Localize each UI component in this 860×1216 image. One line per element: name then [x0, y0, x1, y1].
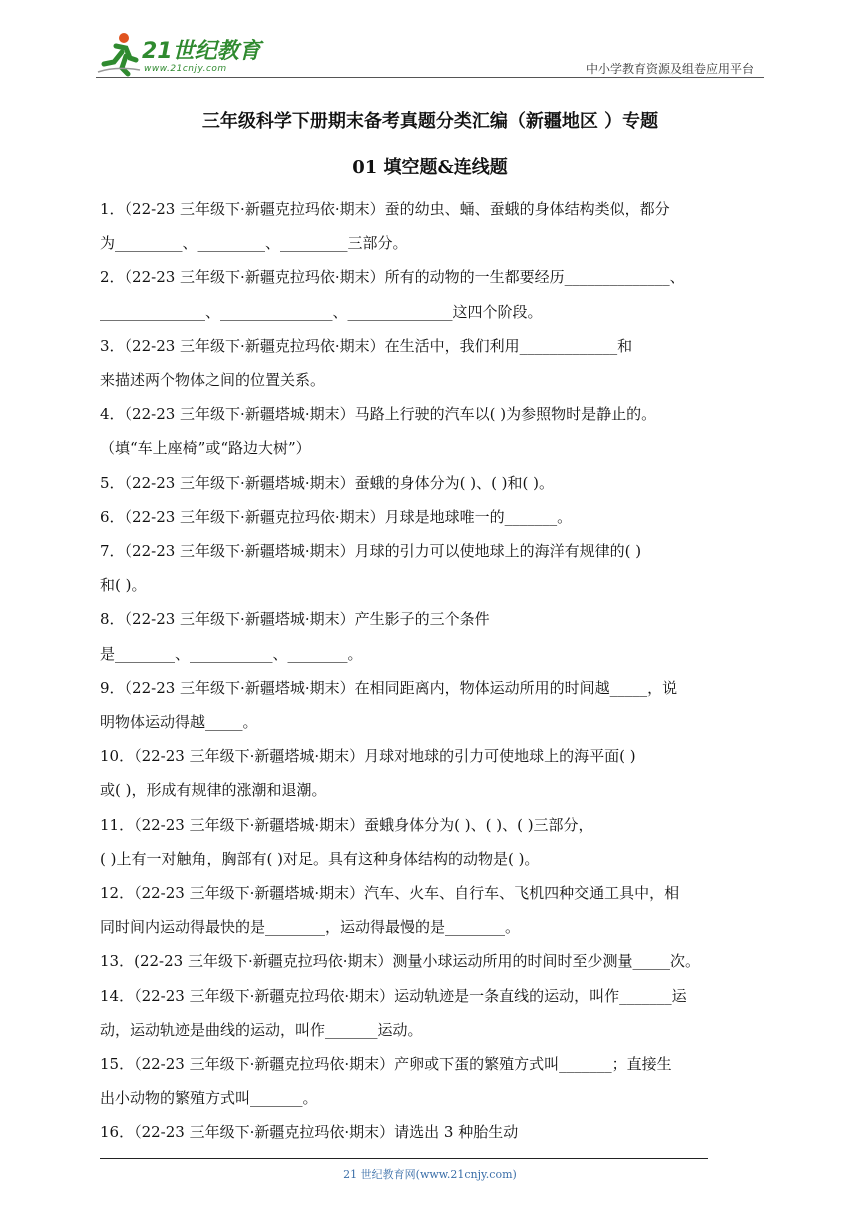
text-line: 动，运动轨迹是曲线的运动，叫作_______运动。 — [100, 1020, 423, 1039]
text-line: 7．（22-23 三年级下·新疆塔城·期末）月球的引力可以使地球上的海洋有规律的( ) — [100, 542, 642, 561]
text-line: 14．（22-23 三年级下·新疆克拉玛依·期末）运动轨迹是一条直线的运动，叫作_______运 — [100, 986, 687, 1005]
text-line: 9．（22-23 三年级下·新疆塔城·期末）在相同距离内，物体运动所用的时间越_____，说 — [100, 678, 678, 697]
text-line: 出小动物的繁殖方式叫_______。 — [100, 1089, 318, 1108]
text-line: 16．（22-23 三年级下·新疆克拉玛依·期末）请选出 3 种胎生动 — [100, 1123, 519, 1142]
page-footer[interactable]: 21 世纪教育网(www.21cnjy.com) — [343, 1168, 517, 1181]
text-line: ______________、_______________、______________这四个阶段。 — [100, 302, 543, 321]
document-title: 三年级科学下册期末备考真题分类汇编（新疆地区 ）专题 — [201, 111, 659, 132]
text-line: ( )上有一对触角，胸部有( )对足。具有这种身体结构的动物是( )。 — [100, 849, 540, 868]
text-line: 4．（22-23 三年级下·新疆塔城·期末）马路上行驶的汽车以( )为参照物时是静止的。 — [100, 405, 657, 424]
logo-text: 21世纪教育 — [142, 39, 261, 64]
text-line: 15．（22-23 三年级下·新疆克拉玛依·期末）产卵或下蛋的繁殖方式叫_______；直接生 — [100, 1055, 672, 1074]
text-line: 1．（22-23 三年级下·新疆克拉玛依·期末）蚕的幼虫、蛹、蚕蛾的身体结构类似，都分 — [100, 200, 670, 218]
platform-name: 中小学教育资源及组卷应用平台 — [585, 62, 754, 76]
page-header — [96, 30, 764, 78]
text-line: 或( )，形成有规律的涨潮和退潮。 — [100, 781, 327, 800]
runner-logo-icon — [96, 30, 142, 78]
text-line: 5．（22-23 三年级下·新疆塔城·期末）蚕蛾的身体分为( )、( )和( )。 — [100, 473, 555, 492]
text-line: （填“车上座椅”或“路边大树”） — [100, 439, 311, 458]
text-line: 10．（22-23 三年级下·新疆塔城·期末）月球对地球的引力可使地球上的海平面( ) — [100, 747, 636, 766]
text-line: 来描述两个物体之间的位置关系。 — [100, 371, 326, 390]
text-line: 和( )。 — [100, 576, 147, 595]
text-line: 明物体运动得越_____。 — [100, 713, 258, 732]
text-line: 13．(22-23 三年级下·新疆克拉玛依·期末）测量小球运动所用的时间时至少测量_____次。 — [100, 952, 700, 971]
header-divider — [96, 77, 764, 78]
text-line: 3．（22-23 三年级下·新疆克拉玛依·期末）在生活中，我们利用_____________和 — [100, 336, 633, 355]
text-line: 是________、___________、________。 — [100, 644, 363, 663]
text-line: 6．（22-23 三年级下·新疆克拉玛依·期末）月球是地球唯一的_______。 — [100, 507, 573, 526]
site-logo — [96, 30, 296, 78]
text-line: 同时间内运动得最快的是________，运动得最慢的是________。 — [100, 918, 521, 937]
logo-url: www.21cnjy.com — [144, 64, 227, 74]
text-line: 12．（22-23 三年级下·新疆塔城·期末）汽车、火车、自行车、飞机四种交通工具中，相 — [100, 884, 680, 903]
question-list — [100, 192, 762, 1150]
text-line: 2．（22-23 三年级下·新疆克拉玛依·期末）所有的动物的一生都要经历______________、 — [100, 268, 685, 287]
document-subtitle: 01 填空题&连线题 — [352, 157, 508, 178]
text-line: 11．（22-23 三年级下·新疆塔城·期末）蚕蛾身体分为( )、( )、( )三部分， — [100, 815, 594, 834]
text-line: 为_________、_________、_________三部分。 — [100, 234, 408, 253]
text-line: 8．（22-23 三年级下·新疆塔城·期末）产生影子的三个条件 — [100, 610, 490, 629]
footer-divider — [100, 1158, 708, 1159]
